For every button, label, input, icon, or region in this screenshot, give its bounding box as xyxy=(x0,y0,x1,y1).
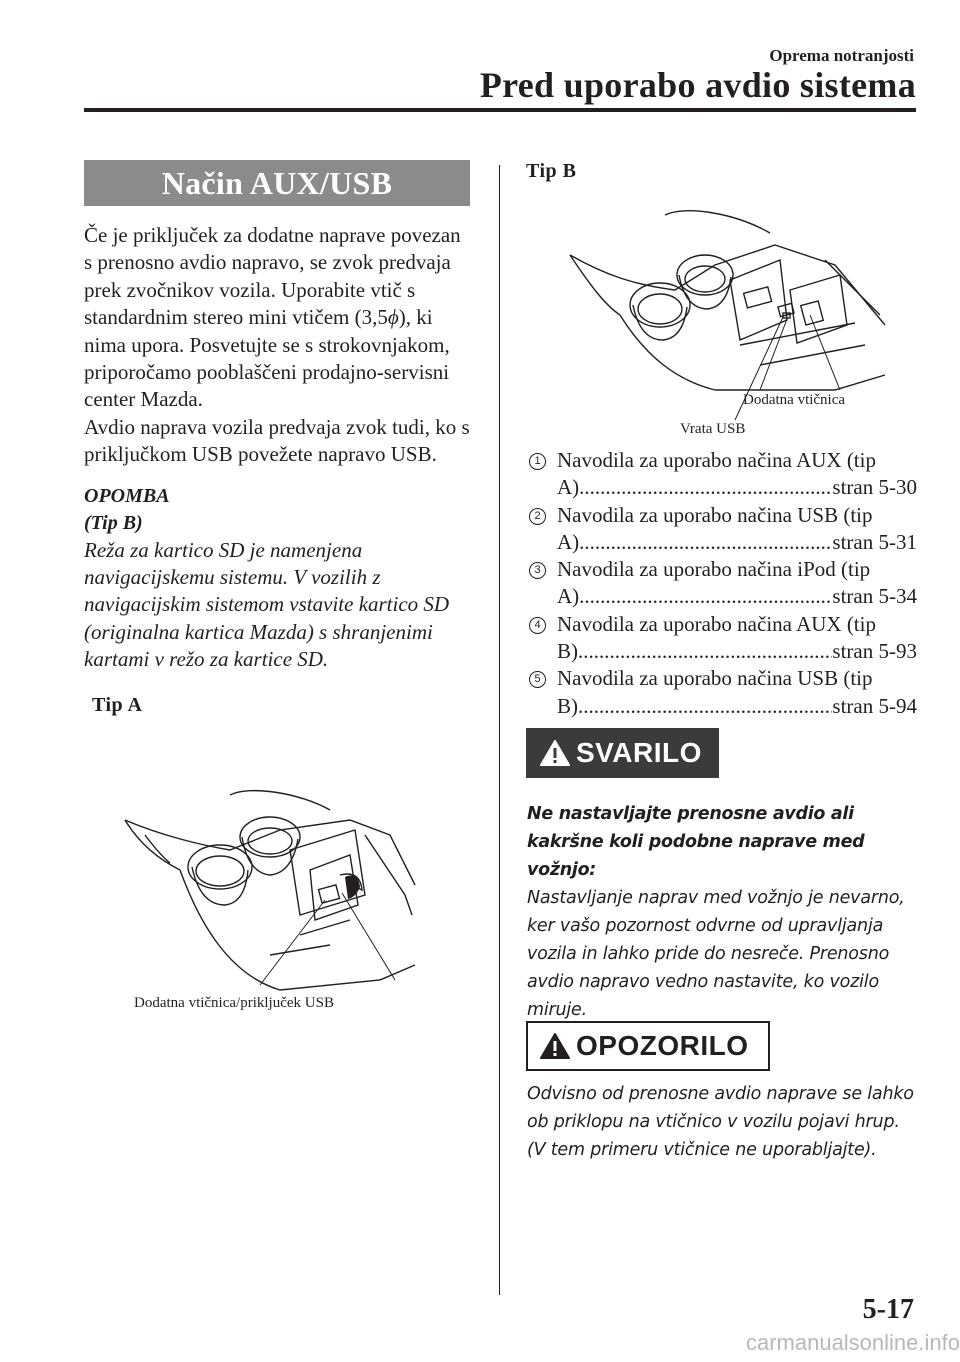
note-subtitle: (Tip B) xyxy=(84,511,143,534)
right-column xyxy=(526,160,916,183)
warning-badge xyxy=(526,1021,770,1071)
caution-heading: Ne nastavljajte prenosne avdio ali kakršne koli podobne naprave med vožnjo: xyxy=(527,804,865,880)
diameter-symbol: ϕ xyxy=(387,305,399,330)
fig-a-caption: Dodatna vtičnica/priključek USB xyxy=(134,995,334,1011)
caution-badge xyxy=(526,728,719,778)
ref-text-cont: B) xyxy=(557,693,578,718)
list-item xyxy=(527,611,917,666)
page-title: Pred uporabo avdio sistema xyxy=(479,65,916,105)
console-figure-tip-b xyxy=(565,205,890,440)
fig-b-caption-usb: Vrata USB xyxy=(680,421,746,437)
page-reference-link[interactable]: stran 5-93 xyxy=(832,639,917,664)
page-reference-link[interactable]: stran 5-94 xyxy=(832,693,917,718)
intro-text-end: ), ki nima upora. Posvetujte se s strokovnjakom, priporočamo pooblaščeni prodajno-servisni center Mazda. xyxy=(84,305,450,412)
column-divider xyxy=(499,165,500,1295)
list-item xyxy=(527,556,917,611)
ref-text: Navodila za uporabo načina iPod (tip xyxy=(557,557,871,582)
section-title: Način AUX/USB xyxy=(84,160,470,206)
reference-list xyxy=(527,447,917,720)
warning-label: OPOZORILO xyxy=(576,1030,749,1061)
list-item xyxy=(527,502,917,557)
tip-b-label: Tip B xyxy=(526,160,577,182)
list-item xyxy=(527,665,917,720)
usb-paragraph: Avdio naprava vozila predvaja zvok tudi, ko s priključkom USB povežete napravo USB. xyxy=(84,414,470,467)
number-badge: 4 xyxy=(529,617,546,634)
warning-triangle-icon xyxy=(540,1032,570,1060)
page-reference-link[interactable]: stran 5-31 xyxy=(832,529,917,554)
note-text: Reža za kartico SD je namenjena navigacijskemu sistemu. V vozilih z navigacijskim sistemom vstavite kartico SD (originalna kartica Mazda) s shranjenimi kartami v režo za kartice SD. xyxy=(84,537,450,672)
ref-text: Navodila za uporabo načina AUX (tip xyxy=(557,448,876,472)
number-badge: 5 xyxy=(529,671,546,688)
tip-a-label: Tip A xyxy=(92,693,143,716)
header-rule xyxy=(84,108,916,112)
page-number: 5-17 xyxy=(862,1294,914,1325)
warning-triangle-icon xyxy=(540,739,570,767)
ref-text-cont: A) xyxy=(557,529,580,554)
ref-text: Navodila za uporabo načina USB (tip xyxy=(557,502,873,527)
ref-text: Navodila za uporabo načina AUX (tip xyxy=(557,611,876,636)
console-figure-tip-a xyxy=(120,775,420,1017)
page-reference-link[interactable]: stran 5-34 xyxy=(832,584,917,609)
intro-paragraph xyxy=(84,222,474,414)
list-item xyxy=(527,447,917,502)
ref-text-cont: A) xyxy=(557,475,580,500)
page-reference-link[interactable]: stran 5-30 xyxy=(832,475,917,500)
number-badge: 3 xyxy=(529,562,546,579)
header-section: Oprema notranjosti xyxy=(769,46,914,65)
caution-body: Nastavljanje naprav med vožnjo je nevarno, ker vašo pozornost odvrne od upravljanja vozila in lahko pride do nesreče. Prenosno avdio napravo vedno nastavite, ko vozilo miruje. xyxy=(527,888,905,1020)
intro-text: Če je priključek za dodatne naprave povezan s prenosno avdio napravo, se zvok predvaja prek zvočnikov vozila. Uporabite vtič s standardnim stereo mini vtičem (3,5 xyxy=(84,223,461,330)
ref-text-cont: B) xyxy=(557,639,578,664)
warning-text: Odvisno od prenosne avdio naprave se lahko ob priklopu na vtičnico v vozilu pojavi hrup. (V tem primeru vtičnice ne uporabljajte). xyxy=(527,1084,914,1160)
caution-label: SVARILO xyxy=(576,737,702,768)
number-badge: 1 xyxy=(529,453,546,470)
left-column xyxy=(84,160,474,717)
note-title: OPOMBA xyxy=(84,484,170,507)
ref-text: Navodila za uporabo načina USB (tip xyxy=(557,666,873,691)
watermark: carmanualsonline.info xyxy=(745,1330,960,1355)
number-badge: 2 xyxy=(529,508,546,525)
ref-text-cont: A) xyxy=(557,584,580,609)
fig-b-caption-aux: Dodatna vtičnica xyxy=(743,392,846,408)
caution-text xyxy=(527,800,922,1024)
